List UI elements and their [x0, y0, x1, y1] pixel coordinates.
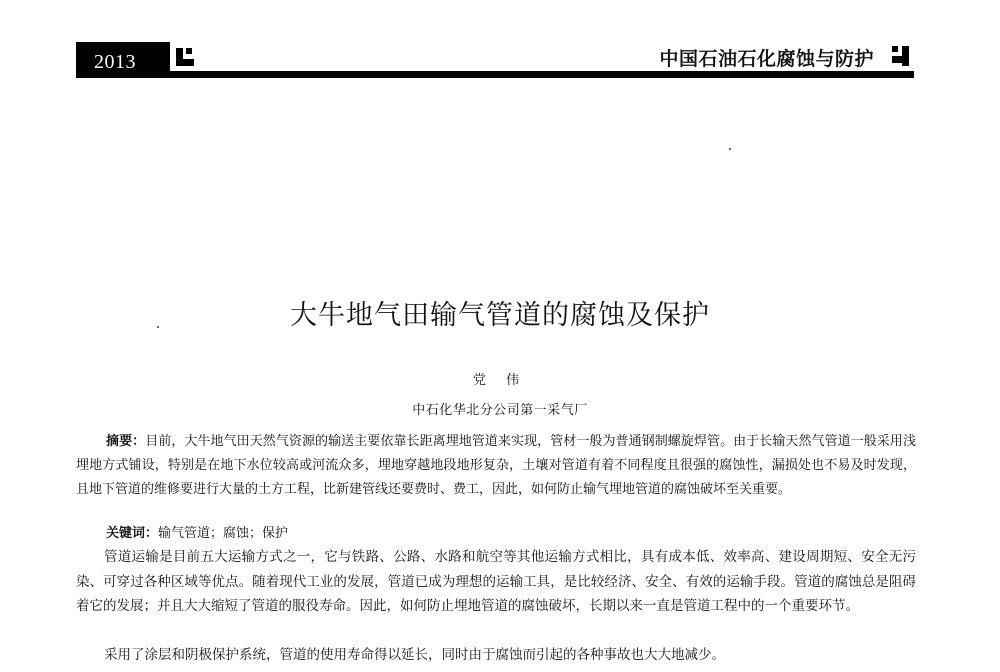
corner-ornament-icon — [892, 46, 914, 68]
body-paragraph: 管道运输是目前五大运输方式之一，它与铁路、公路、水路和航空等其他运输方式相比，具有成本低、效率高、建设周期短、安全无污染、可穿过各种区域等优点。随着现代工业的发展，管道已成为理想的运输工具，是比较经济、安全、有效的运输手段。管道的腐蚀总是阻碍着它的发展；并且大大缩短了管道的服役寿命。因此，如何防止埋地管道的腐蚀破坏，长期以来一直是管道工程中的一个重要环节。 — [76, 549, 916, 614]
author-name: 党 伟 — [472, 373, 528, 388]
abstract-label: 摘要： — [106, 434, 146, 449]
body-paragraph: 采用了涂层和阴极保护系统，管道的使用寿命得以延长，同时由于腐蚀而引起的各种事故也大大地减少。 — [104, 647, 725, 663]
article-title: 大牛地气田输气管道的腐蚀及保护 — [290, 300, 710, 331]
author-affiliation: 中石化华北分公司第一采气厂 — [412, 403, 588, 418]
keywords-text: 输气管道；腐蚀；保护 — [158, 526, 289, 541]
keywords-label: 关键词： — [106, 526, 159, 541]
corner-ornament-icon — [176, 48, 198, 70]
running-header — [76, 42, 914, 82]
header-rule — [76, 71, 914, 78]
keywords — [106, 522, 288, 546]
abstract — [76, 430, 916, 502]
journal-title: 中国石油石化腐蚀与防护 — [659, 48, 874, 70]
scan-speck — [729, 148, 731, 150]
abstract-text: 目前，大牛地气田天然气资源的输送主要依靠长距离埋地管道来实现，管材一般为普通钢制螺旋焊管。由于长输天然气管道一般采用浅埋地方式铺设，特别是在地下水位较高或河流众多，埋地穿越地段地形复杂，土壤对管道有着不同程度且很强的腐蚀性，漏损处也不易及时发现，且地下管道的维修要进行大量的土方工程，比新建管线还要费时、费工，因此，如何防止输气埋地管道的腐蚀破坏至关重要。 — [76, 434, 916, 497]
issue-year: 2013 — [94, 51, 136, 73]
year-tab — [76, 42, 170, 78]
